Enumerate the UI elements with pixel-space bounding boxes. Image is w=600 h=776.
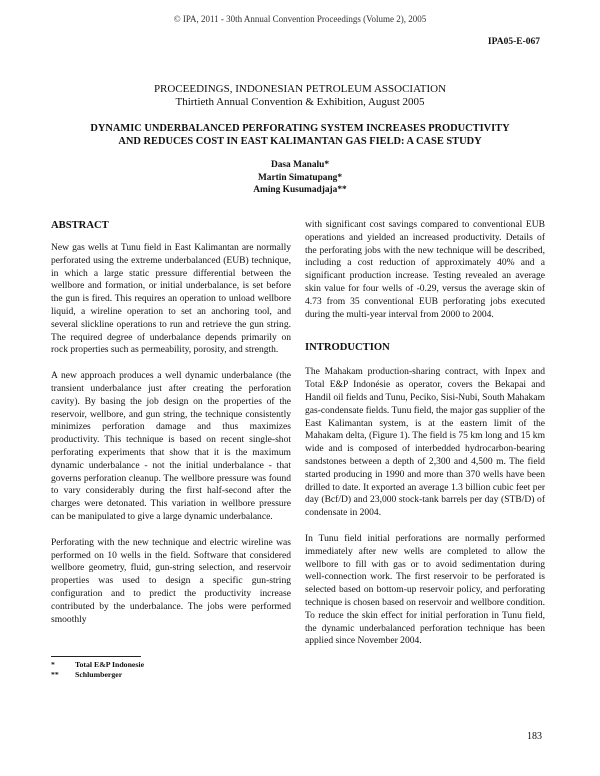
footnote xyxy=(51,660,144,670)
page-number: 183 xyxy=(527,731,542,742)
abstract-paragraph: New gas wells at Tunu field in East Kalimantan are normally perforated using the extreme underbalanced (EUB) technique, in which a large static pressure differential between the wellbore and formation, or initial underbalance, is set before the gun is fired. This requires an operation to unload wellbore liquid, a wireline operation to set an anchoring tool, and several slickline operations to run and retrieve the gun string. The required degree of underbalance depends primarily on rock properties such as permeability, porosity, and strength. xyxy=(51,242,291,356)
introduction-paragraph: The Mahakam production-sharing contract, with Inpex and Total E&P Indonésie as operator, covers the Bekapai and Handil oil fields and Tunu, Peciko, Sisi-Nubi, South Mahakam gas-condensate fields. Tunu field, the major gas supplier of the East Kalimantan system, is at the eastern limit of the Mahakam delta, (Figure 1). The field is 75 km long and 15 km wide and is composed of interbedded hydrocarbon-bearing sandstones between a depth of 2,300 and 4,500 m. The field started producing in 1990 and more than 370 wells have been drilled to date. It exported an average 1.3 billion cubic feet per day (Bcf/D) and 23,000 stock-tank barrels per day (STB/D) of condensate in 2004. xyxy=(305,366,545,519)
author-list xyxy=(0,159,600,197)
footnote-text: Schlumberger xyxy=(75,670,123,679)
title-line: AND REDUCES COST IN EAST KALIMANTAN GAS FIELD: A CASE STUDY xyxy=(118,136,482,147)
title-line: DYNAMIC UNDERBALANCED PERFORATING SYSTEM INCREASES PRODUCTIVITY xyxy=(90,123,510,134)
introduction-heading: INTRODUCTION xyxy=(305,342,390,354)
footnote-mark: * xyxy=(51,660,55,669)
author: Martin Simatupang* xyxy=(257,172,343,183)
abstract-heading: ABSTRACT xyxy=(51,220,109,231)
footnote xyxy=(51,670,144,680)
footnote-divider xyxy=(51,656,141,657)
abstract-paragraph: with significant cost savings compared to conventional EUB operations and yielded an increased productivity. Details of the perforating jobs with the new technique will be described, including a cost reduction of approximately 40% and a significant production increase. Testing revealed an average skin value for four wells of -0.29, versus the average skin of 4.73 from 35 conventional EUB perforating jobs executed during the multi-year interval from 2000 to 2004. xyxy=(305,219,545,320)
footnotes xyxy=(51,660,144,680)
paper-id: IPA05-E-067 xyxy=(487,37,540,47)
abstract-paragraph: Perforating with the new technique and electric wireline was performed on 10 wells in the field. Software that considered wellbore geometry, fluid, gun-string selection, and reservoir properties was used to design a specific gun-string configuration and to predict the productivity increase contributed by the underbalance. The jobs were performed smoothly xyxy=(51,536,291,625)
convention-line: Thirtieth Annual Convention & Exhibition, August 2005 xyxy=(175,96,425,108)
abstract-paragraph: A new approach produces a well dynamic underbalance (the transient underbalance just after creating the perforation cavity). By basing the job design on the properties of the reservoir, wellbore, and gun string, the technique consistently minimizes perforation damage and thus maximizes productivity. This technique is based on recent single-shot perforating experiments that show that it is the maximum dynamic underbalance - not the initial underbalance - that governs perforation cleanup. The wellbore pressure was found to vary considerably during the first half-second after the charges were detonated. This variation in wellbore pressure can be manipulated to give a large dynamic underbalance. xyxy=(51,370,291,522)
proceedings-header xyxy=(0,83,600,109)
footnote-mark: ** xyxy=(51,670,59,679)
paper-title xyxy=(60,122,540,148)
author: Dasa Manalu* xyxy=(270,160,330,170)
footnote-text: Total E&P Indonesie xyxy=(75,660,145,669)
left-column xyxy=(51,219,291,639)
proceedings-line: PROCEEDINGS, INDONESIAN PETROLEUM ASSOCIATION xyxy=(153,83,447,95)
right-column xyxy=(305,219,545,661)
author: Aming Kusumadjaja** xyxy=(253,185,347,195)
introduction-paragraph: In Tunu field initial perforations are normally performed immediately after new wells are completed to allow the wellbore to fill with gas or to avoid sedimentation during well-connection work. The first reservoir to be perforated is selected based on bottom-up reservoir policy, and perforating technique is chosen based on reservoir and wellbore condition. To reduce the skin effect for initial perforation in Tunu field, the dynamic underbalanced perforation technique has been applied since November 2004. xyxy=(305,532,545,647)
copyright-line: © IPA, 2011 - 30th Annual Convention Proceedings (Volume 2), 2005 xyxy=(173,14,427,24)
